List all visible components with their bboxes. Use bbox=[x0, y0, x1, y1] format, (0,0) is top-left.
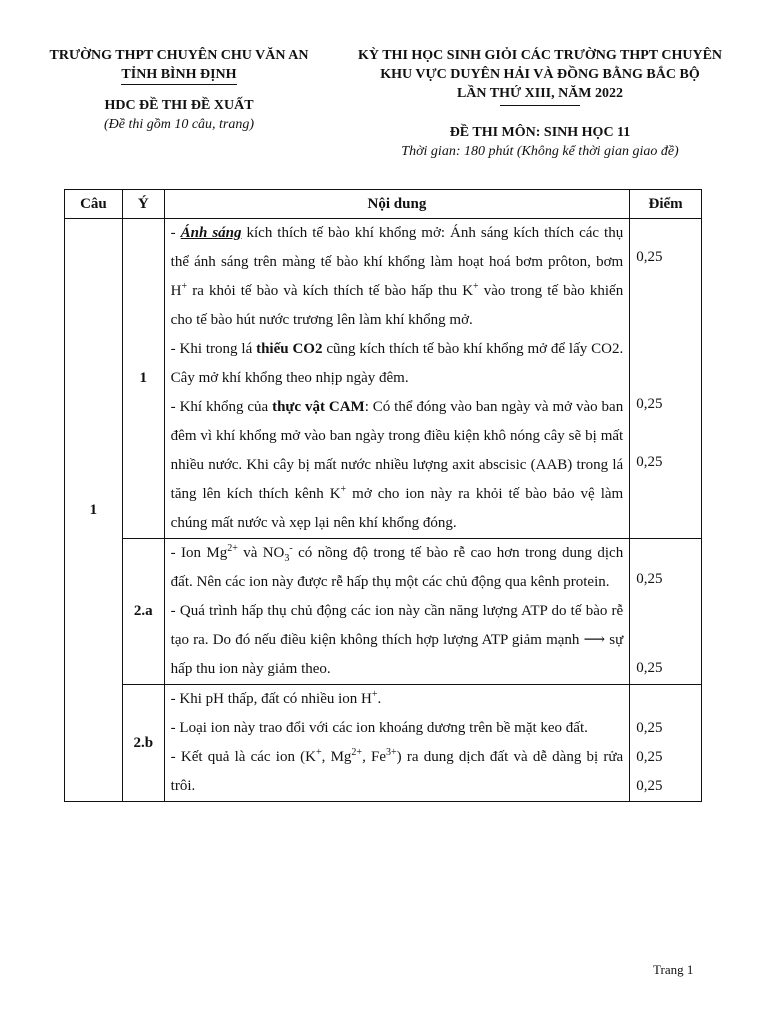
page-number: Trang 1 bbox=[653, 962, 694, 977]
exam-name: KỲ THI HỌC SINH GIỎI CÁC TRƯỜNG THPT CHUYÊN bbox=[357, 48, 723, 63]
header-diem: Điểm bbox=[630, 190, 702, 219]
content-cell bbox=[164, 219, 630, 539]
doc-type: HDC ĐỀ THI ĐỀ XUẤT bbox=[104, 98, 254, 113]
content-item: - Khí khổng của thực vật CAM: Có thể đóng vào ban ngày và mở vào ban đêm vì khí khổng mở vào ban ngày trong điều kiện khô nóng cây sẽ bị mất nhiều nước. Khi cây bị mất nước nhiều lượng axit abscisic (AAB) trong lá tăng lên kích thích kênh K+ mở cho ion này ra khỏi tế bào bảo vệ làm chúng mất nước và xẹp lại nên khí khổng đóng. bbox=[170, 399, 624, 531]
content-item: - Loại ion này trao đổi với các ion khoáng dương trên bề mặt keo đất. bbox=[170, 720, 588, 736]
score: 0,25 bbox=[636, 396, 663, 412]
header-right bbox=[330, 46, 750, 161]
exam-subject: ĐỀ THI MÔN: SINH HỌC 11 bbox=[449, 125, 631, 140]
header-noi-dung: Nội dung bbox=[164, 190, 630, 219]
y-cell: 2.a bbox=[122, 539, 164, 685]
answer-table bbox=[64, 189, 702, 802]
score: 0,25 bbox=[636, 454, 663, 470]
province-name: TỈNH BÌNH ĐỊNH bbox=[121, 65, 236, 85]
score-cell bbox=[630, 539, 702, 685]
score: 0,25 bbox=[636, 749, 663, 765]
doc-note: (Đề thi gồm 10 câu, trang) bbox=[103, 117, 255, 132]
cau-cell: 1 bbox=[65, 219, 123, 802]
table-header-row bbox=[65, 190, 702, 219]
score: 0,25 bbox=[636, 778, 663, 794]
header-y: Ý bbox=[122, 190, 164, 219]
score: 0,25 bbox=[636, 249, 663, 265]
divider bbox=[500, 105, 580, 106]
content-item: - Khi pH thấp, đất có nhiều ion H+. bbox=[170, 689, 382, 707]
table-row bbox=[65, 685, 702, 802]
header-cau: Câu bbox=[65, 190, 123, 219]
score-cell bbox=[630, 219, 702, 539]
header-left bbox=[28, 46, 330, 134]
score: 0,25 bbox=[636, 660, 663, 676]
score-cell bbox=[630, 685, 702, 802]
content-cell bbox=[164, 685, 630, 802]
score: 0,25 bbox=[636, 720, 663, 736]
school-name: TRƯỜNG THPT CHUYÊN CHU VĂN AN bbox=[49, 48, 309, 63]
content-item: - Ánh sáng kích thích tế bào khí khổng mở: Ánh sáng kích thích các thụ thể ánh sáng trên màng tế bào khí khổng làm hoạt hoá bơm prôton, bơm H+ ra khỏi tế bào và kích thích tế bào hấp thu K+ vào trong tế bào khiến cho tế bào hút nước trương lên làm khí khổng mở. bbox=[170, 225, 624, 328]
y-cell: 2.b bbox=[122, 685, 164, 802]
y-cell: 1 bbox=[122, 219, 164, 539]
table-row bbox=[65, 539, 702, 685]
content-item: - Kết quả là các ion (K+, $Mg^{2+}$, $Fe^{3+}$) ra dung dịch đất và dễ dàng bị rửa trôi. bbox=[170, 747, 624, 794]
content-item: - Khi trong lá thiếu CO2 cũng kích thích tế bào khí khổng mở để lấy CO2. Cây mở khí khổng theo nhịp ngày đêm. bbox=[170, 341, 624, 386]
exam-time: Thời gian: 180 phút (Không kể thời gian giao đề) bbox=[401, 144, 679, 159]
content-cell bbox=[164, 539, 630, 685]
content-item: - Quá trình hấp thụ chủ động các ion này cần năng lượng ATP do tế bào rễ tạo ra. Do đó nếu điều kiện không thích hợp lượng ATP giảm mạnh ⟶ sự hấp thu ion này giảm theo. bbox=[170, 603, 624, 677]
exam-region: KHU VỰC DUYÊN HẢI VÀ ĐỒNG BẰNG BẮC BỘ bbox=[380, 67, 700, 82]
content-item: - Ion $Mg^{2+}$ và $NO_3^-$ có nồng độ trong tế bào rễ cao hơn trong dung dịch đất. Nên các ion này được rễ hấp thụ một các chủ động qua kênh protein. bbox=[170, 543, 624, 590]
exam-edition: LẦN THỨ XIII, NĂM 2022 bbox=[456, 86, 624, 101]
score: 0,25 bbox=[636, 571, 663, 587]
table-row bbox=[65, 219, 702, 539]
